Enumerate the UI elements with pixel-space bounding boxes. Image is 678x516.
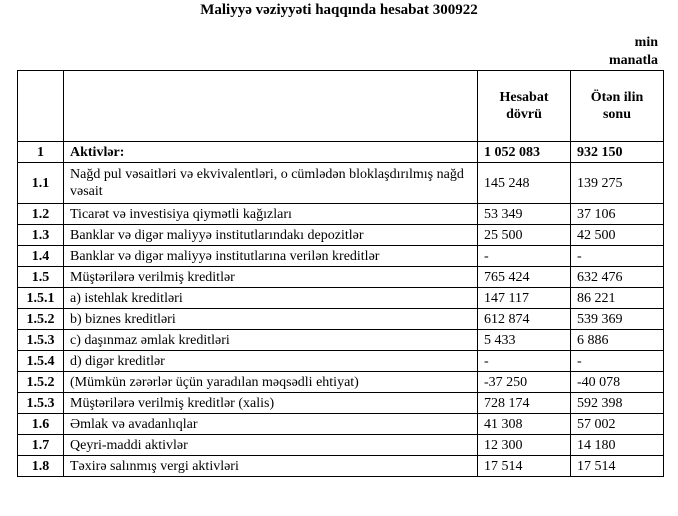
row-current-value: 41 308 [478, 414, 571, 435]
row-current-value: 145 248 [478, 163, 571, 204]
table-body [18, 142, 664, 477]
table-row [18, 309, 664, 330]
row-number: 1.6 [18, 414, 64, 435]
table-row [18, 330, 664, 351]
row-number: 1.5.3 [18, 330, 64, 351]
row-previous-value: 86 221 [571, 288, 664, 309]
header-current-period-line1: Hesabat [499, 90, 549, 105]
table-row [18, 267, 664, 288]
row-label: Qeyri-maddi aktivlər [64, 435, 478, 456]
row-number: 1 [18, 142, 64, 163]
row-label: Aktivlər: [64, 142, 478, 163]
table-row [18, 142, 664, 163]
row-previous-value: 932 150 [571, 142, 664, 163]
row-current-value: - [478, 246, 571, 267]
row-number: 1.5 [18, 267, 64, 288]
row-previous-value: - [571, 351, 664, 372]
table-row [18, 204, 664, 225]
row-number: 1.5.4 [18, 351, 64, 372]
row-previous-value: 592 398 [571, 393, 664, 414]
report-title: Maliyyə vəziyyəti haqqında hesabat 300922 [200, 2, 478, 18]
table-row [18, 288, 664, 309]
row-number: 1.2 [18, 204, 64, 225]
row-current-value: 1 052 083 [478, 142, 571, 163]
header-current-period-line2: dövrü [506, 107, 542, 122]
row-current-value: - [478, 351, 571, 372]
row-label: Müştərilərə verilmiş kreditlər [64, 267, 478, 288]
row-label: d) digər kreditlər [64, 351, 478, 372]
row-previous-value: 37 106 [571, 204, 664, 225]
table-row [18, 225, 664, 246]
row-current-value: 12 300 [478, 435, 571, 456]
row-current-value: 25 500 [478, 225, 571, 246]
row-number: 1.5.3 [18, 393, 64, 414]
row-previous-value: -40 078 [571, 372, 664, 393]
header-previous-year-end-line2: sonu [602, 107, 632, 122]
row-previous-value: 17 514 [571, 456, 664, 477]
row-number: 1.8 [18, 456, 64, 477]
row-number: 1.4 [18, 246, 64, 267]
row-previous-value: 139 275 [571, 163, 664, 204]
row-number: 1.5.1 [18, 288, 64, 309]
row-current-value: 17 514 [478, 456, 571, 477]
financial-position-table [17, 70, 664, 477]
row-number: 1.3 [18, 225, 64, 246]
row-current-value: 728 174 [478, 393, 571, 414]
row-previous-value: 632 476 [571, 267, 664, 288]
row-label: Banklar və digər maliyyə institutlarındakı depozitlər [64, 225, 478, 246]
row-previous-value: 6 886 [571, 330, 664, 351]
row-current-value: 5 433 [478, 330, 571, 351]
row-previous-value: 539 369 [571, 309, 664, 330]
unit-label-line1: min [634, 35, 658, 50]
header-current-period [478, 71, 571, 142]
row-previous-value: 14 180 [571, 435, 664, 456]
header-number [18, 71, 64, 142]
table-row [18, 414, 664, 435]
table-row [18, 393, 664, 414]
row-previous-value: 42 500 [571, 225, 664, 246]
row-label: Təxirə salınmış vergi aktivləri [64, 456, 478, 477]
table-header-row [18, 71, 664, 142]
row-previous-value: - [571, 246, 664, 267]
table-row [18, 246, 664, 267]
row-current-value: 147 117 [478, 288, 571, 309]
header-previous-year-end-line1: Ötən ilin [590, 90, 644, 105]
row-label: Nağd pul vəsaitləri və ekvivalentləri, o cümlədən bloklaşdırılmış nağd vəsait [64, 163, 478, 204]
row-label: Müştərilərə verilmiş kreditlər (xalis) [64, 393, 478, 414]
row-label: (Mümkün zərərlər üçün yaradılan məqsədli ehtiyat) [64, 372, 478, 393]
row-number: 1.5.2 [18, 309, 64, 330]
table-row [18, 351, 664, 372]
row-number: 1.1 [18, 163, 64, 204]
row-label: c) daşınmaz əmlak kreditləri [64, 330, 478, 351]
row-label: a) istehlak kreditləri [64, 288, 478, 309]
row-label: Əmlak və avadanlıqlar [64, 414, 478, 435]
unit-label-line2: manatla [609, 53, 658, 68]
unit-label [609, 34, 658, 70]
table-row [18, 456, 664, 477]
row-previous-value: 57 002 [571, 414, 664, 435]
row-label: Ticarət və investisiya qiymətli kağızları [64, 204, 478, 225]
header-item [64, 71, 478, 142]
table-row [18, 372, 664, 393]
row-label: Banklar və digər maliyyə institutlarına verilən kreditlər [64, 246, 478, 267]
row-current-value: 612 874 [478, 309, 571, 330]
table-row [18, 163, 664, 204]
table-row [18, 435, 664, 456]
row-current-value: 765 424 [478, 267, 571, 288]
header-previous-year-end [571, 71, 664, 142]
row-current-value: -37 250 [478, 372, 571, 393]
row-number: 1.7 [18, 435, 64, 456]
row-number: 1.5.2 [18, 372, 64, 393]
row-current-value: 53 349 [478, 204, 571, 225]
row-label: b) biznes kreditləri [64, 309, 478, 330]
